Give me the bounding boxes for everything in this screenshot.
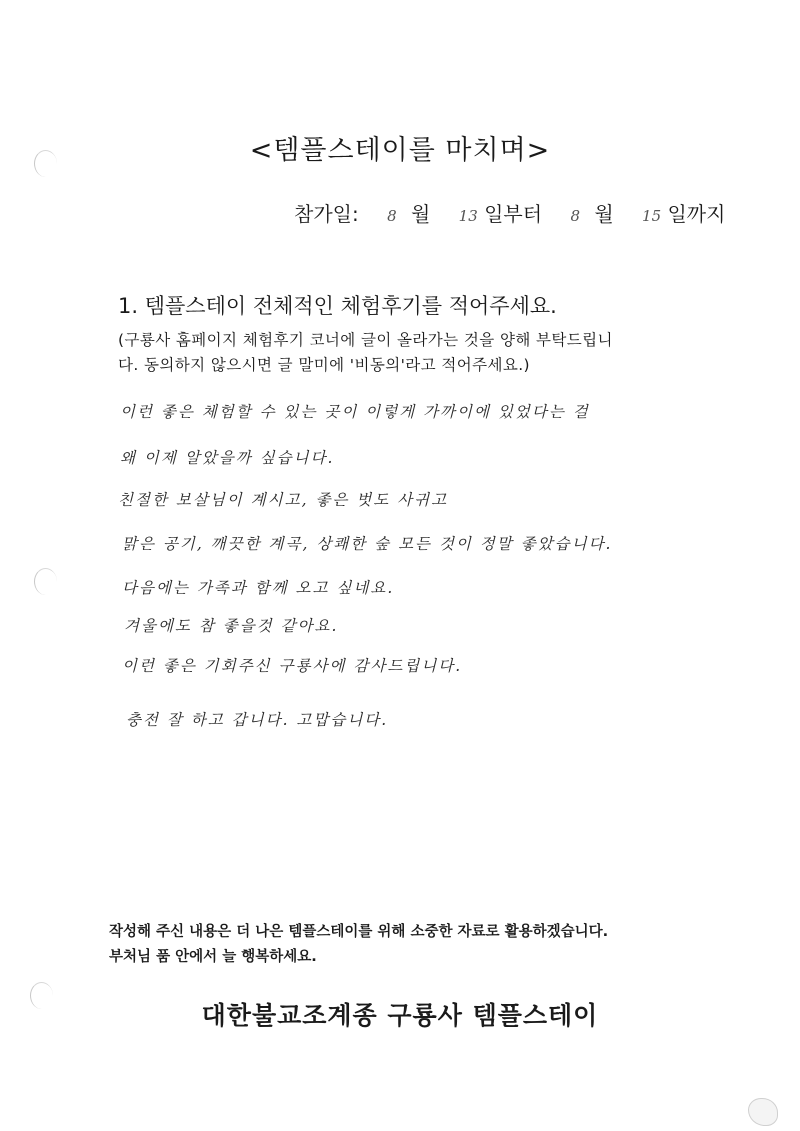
review-line: 왜 이제 알았을까 싶습니다. xyxy=(120,449,335,467)
end-month-value: 8 xyxy=(570,207,580,225)
review-line: 다음에는 가족과 함께 오고 싶네요. xyxy=(122,579,395,597)
period-label: 참가일: xyxy=(294,202,359,226)
punch-hole-middle xyxy=(34,568,57,595)
review-line: 이런 좋은 기회주신 구룡사에 감사드립니다. xyxy=(122,657,463,675)
paper-smudge xyxy=(748,1098,778,1126)
organization-name: 대한불교조계종 구룡사 템플스테이 xyxy=(201,1001,599,1030)
review-line: 맑은 공기, 깨끗한 계곡, 상쾌한 숲 모든 것이 정말 좋았습니다. xyxy=(122,535,613,553)
closing-message xyxy=(109,920,608,970)
end-month-unit: 월 xyxy=(594,202,614,226)
review-line: 충전 잘 하고 갑니다. 고맙습니다. xyxy=(126,711,389,729)
document-title: <템플스테이를 마치며> xyxy=(249,135,551,166)
end-day-value: 15 xyxy=(642,207,662,225)
participation-period xyxy=(294,198,725,227)
closing-message-line: 부처님 품 안에서 늘 행복하세요. xyxy=(109,949,317,965)
review-line: 이런 좋은 체험할 수 있는 곳이 이렇게 가까이에 있었다는 걸 xyxy=(120,403,590,421)
closing-message-line: 작성해 주신 내용은 더 나은 템플스테이를 위해 소중한 자료로 활용하겠습니다. xyxy=(109,924,609,940)
review-line: 겨울에도 참 좋을것 같아요. xyxy=(124,617,339,635)
start-month-unit: 월 xyxy=(410,202,431,226)
review-line: 친절한 보살님이 계시고, 좋은 벗도 사귀고 xyxy=(118,491,449,509)
end-day-suffix: 일까지 xyxy=(667,202,726,226)
start-day-value: 13 xyxy=(458,207,478,225)
consent-note-line: (구룡사 홈페이지 체험후기 코너에 글이 올라가는 것을 양해 부탁드립니 xyxy=(118,331,613,349)
start-day-suffix: 일부터 xyxy=(484,202,543,226)
consent-note-line: 다. 동의하지 않으시면 글 말미에 '비동의'라고 적어주세요.) xyxy=(118,356,530,374)
start-month-value: 8 xyxy=(387,207,397,225)
consent-note xyxy=(118,328,708,378)
section-heading: 1. 템플스테이 전체적인 체험후기를 적어주세요. xyxy=(118,294,557,318)
